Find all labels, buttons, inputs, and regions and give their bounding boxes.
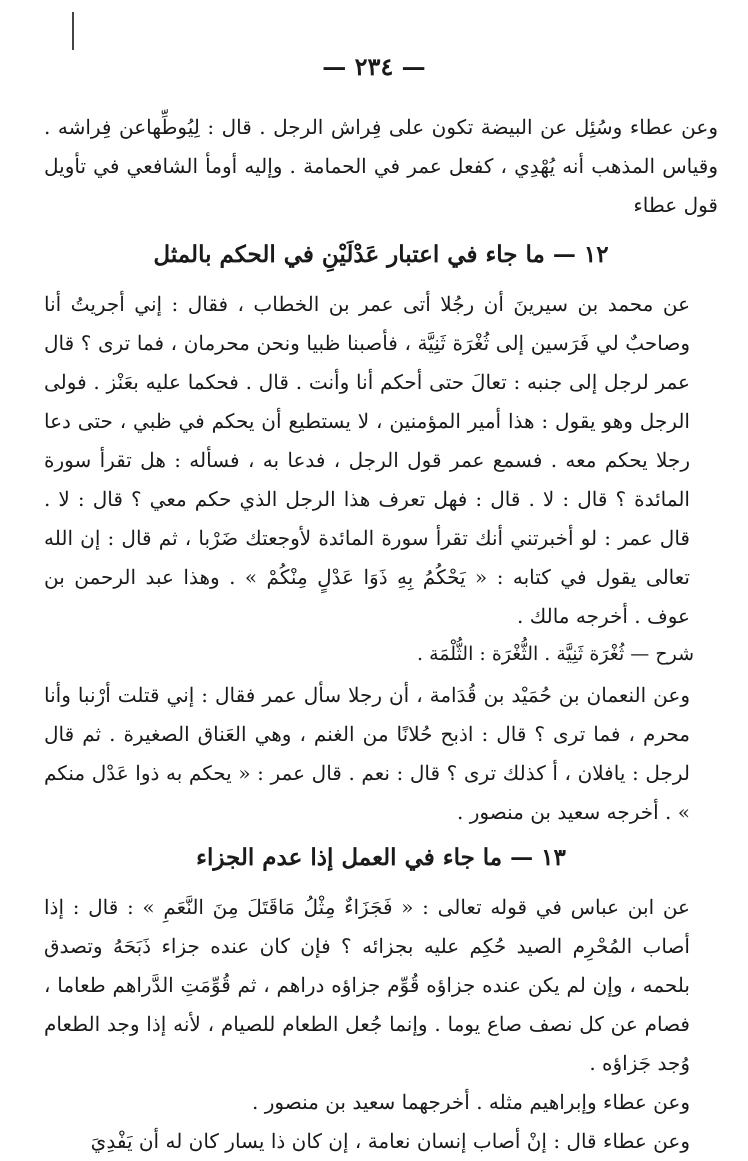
paragraph-ata-ibrahim: وعن عطاء وإبراهيم مثله . أخرجهما سعيد بن منصور . (252, 1090, 690, 1114)
paragraph-numan: وعن النعمان بن حُمَيْد بن قُدَامة ، أن رجلا سأل عمر فقال : إني قتلت أرْنبا وأنا محرم ، فما ترى ؟ قال : اذبح حُلانًا من الغنم ، وهي العَناق الصغيرة . ثم قال لرجل : يافلان ، أ كذلك ترى ؟ قال : نعم . قال عمر : « يحكم به ذوا عَدْل منكم » . أخرجه سعيد بن منصور . (44, 683, 690, 824)
paragraph-ata-ostrich: وعن عطاء قال : إنْ أصاب إنسان نعامة ، إن كان ذا يسار كان له أن يَفْدِيَ (90, 1129, 690, 1153)
page-content (44, 108, 718, 1161)
paragraph-ibn-sirin: عن محمد بن سيرينَ أن رجُلا أتى عمر بن الخطاب ، فقال : إني أجريتُ أنا وصاحبٌ لي فَرَسين إلى ثُغْرَة ثَنِيَّة ، فأصبنا ظبيا ونحن محرمان ، فما ترى ؟ قال عمر لرجل إلى جنبه : تعالَ حتى أحكم أنا وأنت . قال . فحكما عليه بعَنْز . فولى الرجل وهو يقول : هذا أمير المؤمنين ، لا يستطيع أن يحكم في ظبي ، حتى دعا رجلا يحكم معه . فسمع عمر قول الرجل ، فدعا به ، فسأله : هل تقرأ سورة المائدة ؟ قال : لا . قال : فهل تعرف هذا الرجل الذي حكم معي ؟ قال : لا . قال عمر : لو أخبرتني أنك تقرأ سورة المائدة لأوجعتك ضَرْبا ، ثم قال : إن الله تعالى يقول في كتابه : « يَحْكُمُ بِهِ ذَوَا عَدْلٍ مِنْكُمْ » . وهذا عبد الرحمن بن عوف . أخرجه مالك . (44, 292, 690, 628)
margin-mark (72, 12, 74, 50)
section-heading-13: ١٣ — ما جاء في العمل إذا عدم الجزاء (196, 844, 566, 871)
paragraph-ata-egg: وعن عطاء وسُئِل عن البيضة تكون على فِراش الرجل . قال : لِيُوطِّهاعن فِراشه . وقياس المذهب أنه يُهْدِي ، كفعل عمر في الحمامة . وإليه أومأ الشافعي في تأويل قول عطاء (44, 115, 718, 217)
section-heading-12: ١٢ — ما جاء في اعتبار عَدْلَيْنِ في الحكم بالمثل (153, 241, 609, 268)
paragraph-ibn-abbas: عن ابن عباس في قوله تعالى : « فَجَزَاءٌ مِثْلُ مَاقَتَلَ مِنَ النَّعَمِ » : قال : إذا أصاب المُحْرِم الصيد حُكِم عليه بجزائه ؟ فإن كان عنده جزاء ذَبَحَهُ وتصدق بلحمه ، وإن لم يكن عنده جزاؤه قُوِّم جزاؤه دراهم ، ثم قُوِّمَتِ الدَّراهم طعاما ، فصام عن كل نصف صاع يوما . وإنما جُعل الطعام للصيام ، لأنه إذا وجد الطعام وُجد جَزاؤه . (44, 895, 690, 1075)
page-number: — ٢٣٤ — (322, 52, 426, 81)
gloss-note: شرح — ثُغْرَة ثَنِيَّة . الثُّغْرَة : الثُّلْمَة . (417, 643, 694, 665)
